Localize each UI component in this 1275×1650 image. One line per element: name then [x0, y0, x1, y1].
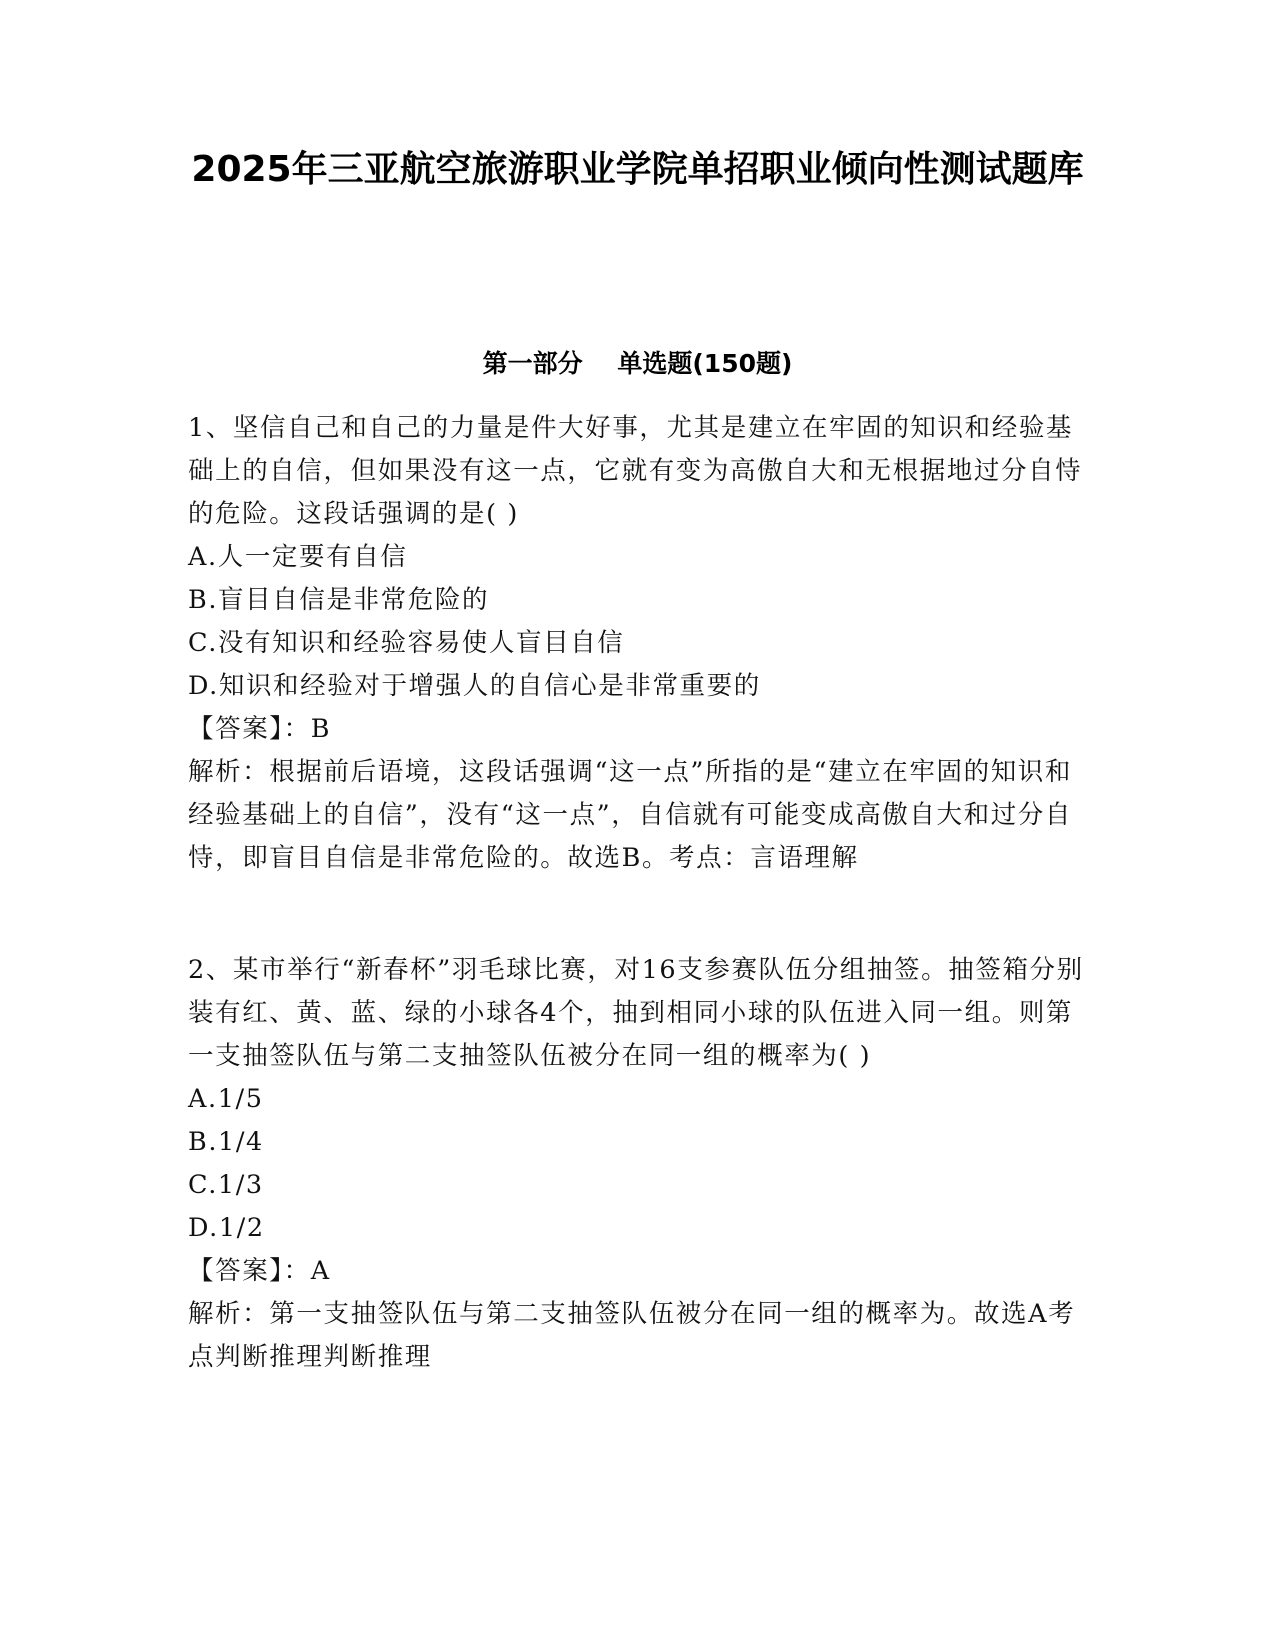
question-2-option-c: C.1/3 — [188, 1170, 264, 1200]
question-2 — [188, 949, 1090, 1379]
question-1 — [188, 407, 1090, 880]
document-title: 2025年三亚航空旅游职业学院单招职业倾向性测试题库 — [191, 149, 1084, 190]
question-2-analysis: 解析：第一支抽签队伍与第二支抽签队伍被分在同一组的概率为。故选A考点判断推理判断推理 — [188, 1299, 1076, 1372]
question-2-option-a: A.1/5 — [188, 1084, 264, 1114]
section-heading: 第一部分 单选题(150题) — [482, 349, 793, 378]
question-1-answer: 【答案】：B — [188, 714, 332, 744]
question-2-option-d: D.1/2 — [188, 1213, 265, 1243]
question-2-answer: 【答案】：A — [188, 1256, 331, 1286]
question-2-stem: 2、某市举行“新春杯”羽毛球比赛，对16支参赛队伍分组抽签。抽签箱分别装有红、黄、蓝、绿的小球各4个，抽到相同小球的队伍进入同一组。则第一支抽签队伍与第二支抽签队伍被分在同一组的概率为( ) — [188, 955, 1084, 1071]
question-1-option-b: B.盲目自信是非常危险的 — [188, 585, 490, 615]
question-2-option-b: B.1/4 — [188, 1127, 264, 1157]
question-1-stem: 1、坚信自己和自己的力量是件大好事，尤其是建立在牢固的知识和经验基础上的自信，但如果没有这一点，它就有变为高傲自大和无根据地过分自恃的危险。这段话强调的是( ) — [188, 413, 1083, 529]
question-1-option-c: C.没有知识和经验容易使人盲目自信 — [188, 628, 625, 658]
question-1-option-d: D.知识和经验对于增强人的自信心是非常重要的 — [188, 671, 761, 701]
question-1-option-a: A.人一定要有自信 — [188, 542, 408, 572]
question-1-analysis: 解析：根据前后语境，这段话强调“这一点”所指的是“建立在牢固的知识和经验基础上的自信”，没有“这一点”，自信就有可能变成高傲自大和过分自恃，即盲目自信是非常危险的。故选B。考点：言语理解 — [188, 757, 1073, 873]
